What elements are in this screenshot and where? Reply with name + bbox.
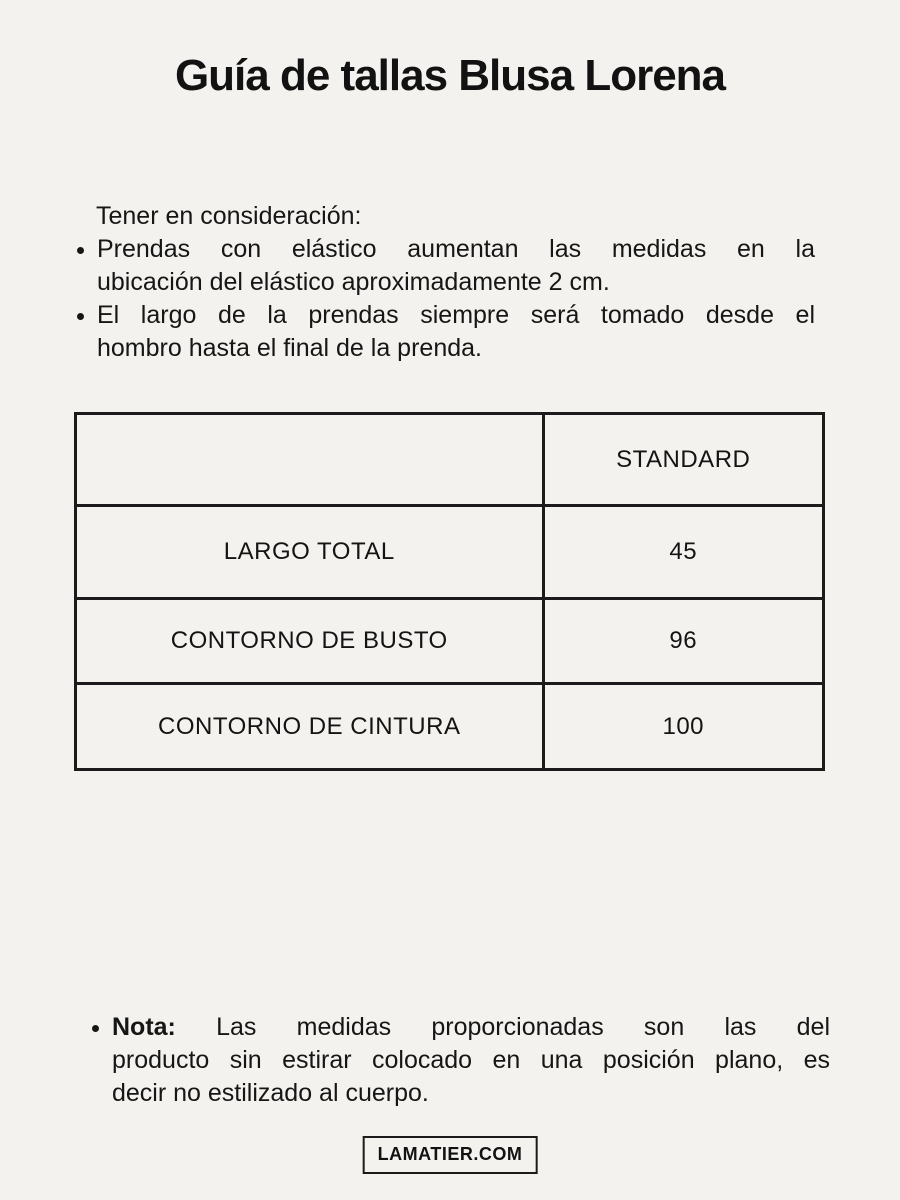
row-value-contorno-busto: 96 <box>543 599 824 684</box>
text-line: Prendas con elástico aumentan las medidas en la <box>97 235 815 263</box>
table-row <box>76 684 824 770</box>
list-item <box>90 1011 830 1110</box>
table-corner-cell <box>76 414 544 506</box>
brand-badge <box>363 1136 538 1174</box>
bullet-icon <box>77 313 84 320</box>
bullet-text <box>97 299 815 365</box>
nota-label: Nota: <box>112 1013 176 1041</box>
bullet-column <box>75 299 97 320</box>
row-label-contorno-cintura: CONTORNO DE CINTURA <box>76 684 544 770</box>
table-header-standard: STANDARD <box>543 414 824 506</box>
considerations-section <box>75 200 815 365</box>
page-title: Guía de tallas Blusa Lorena <box>174 51 726 100</box>
row-value-contorno-cintura: 100 <box>543 684 824 770</box>
bullet-column <box>90 1011 112 1032</box>
text-line: decir no estilizado al cuerpo. <box>112 1079 429 1107</box>
text-line: hombro hasta el final de la prenda. <box>97 334 482 362</box>
size-table <box>74 412 825 771</box>
table-row <box>76 599 824 684</box>
list-item <box>75 233 815 299</box>
brand-text: LAMATIER.COM <box>377 1144 523 1164</box>
table-header-row <box>76 414 824 506</box>
bullet-text <box>112 1011 830 1110</box>
considerations-heading: Tener en consideración: <box>96 202 362 230</box>
bullet-icon <box>77 247 84 254</box>
text-line: producto sin estirar colocado en una posición plano, es <box>112 1046 830 1074</box>
bullet-icon <box>92 1025 99 1032</box>
row-label-largo-total: LARGO TOTAL <box>76 506 544 599</box>
text-line <box>112 1011 830 1044</box>
text-line: El largo de la prendas siempre será tomado desde el <box>97 301 815 329</box>
nota-section <box>90 1011 830 1110</box>
bullet-column <box>75 233 97 254</box>
row-value-largo-total: 45 <box>543 506 824 599</box>
table-row <box>76 506 824 599</box>
row-label-contorno-busto: CONTORNO DE BUSTO <box>76 599 544 684</box>
bullet-text <box>97 233 815 299</box>
text-line: ubicación del elástico aproximadamente 2 cm. <box>97 268 610 296</box>
list-item <box>75 299 815 365</box>
nota-line-rest: Las medidas proporcionadas son las del <box>216 1013 831 1041</box>
